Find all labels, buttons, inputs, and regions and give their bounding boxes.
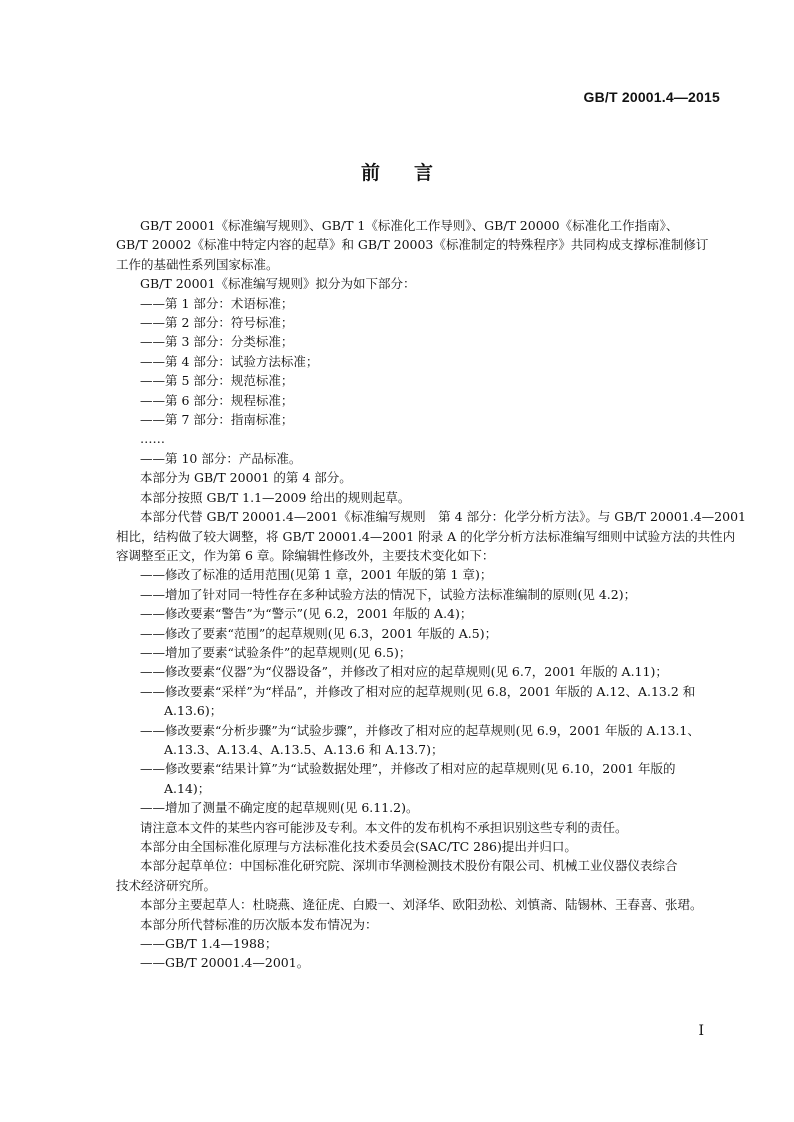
list-item: ——增加了测量不确定度的起草规则(见 6.11.2)。 <box>140 800 419 816</box>
list-item-continuation: A.13.3、A.13.4、A.13.5、A.13.6 和 A.13.7)； <box>164 741 444 757</box>
list-item: ——第 10 部分：产品标准。 <box>140 450 302 466</box>
paragraph-line: 本部分为 GB/T 20001 的第 4 部分。 <box>140 470 352 486</box>
list-item: ——第 4 部分：试验方法标准； <box>140 353 319 369</box>
list-item: ——修改要素“采样”为“样品”，并修改了相对应的起草规则(见 6.8，2001 年版的 A.12、A.13.2 和 <box>140 683 696 699</box>
list-item: ——第 2 部分：符号标准； <box>140 315 294 331</box>
paragraph-line: 本部分主要起草人：杜晓燕、逄征虎、白殿一、刘泽华、欧阳劲松、刘慎斋、陆锡林、王春喜、张珺。 <box>140 897 703 913</box>
list-item-continuation: A.14)； <box>164 780 211 796</box>
list-item: ——第 7 部分：指南标准； <box>140 412 294 428</box>
paragraph-line: 相比，结构做了较大调整，将 GB/T 20001.4—2001 附录 A 的化学分析方法标准编写细则中试验方法的共性内 <box>116 528 736 544</box>
paragraph-line: GB/T 20002《标准中特定内容的起草》和 GB/T 20003《标准制定的特殊程序》共同构成支撑标准制修订 <box>116 237 709 253</box>
paragraph-line: 本部分起草单位：中国标准化研究院、深圳市华测检测技术股份有限公司、机械工业仪器仪表综合 <box>140 858 678 874</box>
list-item: ——修改要素“结果计算”为“试验数据处理”，并修改了相对应的起草规则(见 6.10，2001 年版的 <box>140 761 676 777</box>
paragraph-line: GB/T 20001《标准编写规则》拟分为如下部分： <box>140 276 416 292</box>
paragraph-line: 本部分所代替标准的历次版本发布情况为： <box>140 916 378 932</box>
list-item: ——修改要素“分析步骤”为“试验步骤”，并修改了相对应的起草规则(见 6.9，2001 年版的 A.13.1、 <box>140 722 700 738</box>
paragraph-line: 请注意本文件的某些内容可能涉及专利。本文件的发布机构不承担识别这些专利的责任。 <box>140 819 628 835</box>
paragraph-line: 技术经济研究所。 <box>116 877 217 893</box>
paragraph-line: 本部分代替 GB/T 20001.4—2001《标准编写规则 第 4 部分：化学分析方法》。与 GB/T 20001.4—2001 <box>140 509 746 525</box>
title-char-2: 言 <box>414 162 434 184</box>
paragraph-line: 容调整至正文，作为第 6 章。除编辑性修改外，主要技术变化如下： <box>116 547 495 563</box>
title-char-1: 前 <box>360 162 380 184</box>
ellipsis-line: …… <box>140 431 165 447</box>
list-item: ——第 3 部分：分类标准； <box>140 334 294 350</box>
standard-code: GB/T 20001.4—2015 <box>583 89 720 105</box>
foreword-body <box>116 216 746 973</box>
list-item: ——第 5 部分：规范标准； <box>140 373 294 389</box>
list-item: ——增加了要素“试验条件”的起草规则(见 6.5)； <box>140 644 412 660</box>
list-item: ——增加了针对同一特性存在多种试验方法的情况下，试验方法标准编制的原则(见 4.2)； <box>140 586 637 602</box>
paragraph-line: 本部分由全国标准化原理与方法标准化技术委员会(SAC/TC 286)提出并归口。 <box>140 839 577 854</box>
paragraph-line: 本部分按照 GB/T 1.1—2009 给出的规则起草。 <box>140 489 411 505</box>
list-item: ——修改要素“仪器”为“仪器设备”，并修改了相对应的起草规则(见 6.7，2001 年版的 A.11)； <box>140 664 668 680</box>
paragraph-line: GB/T 20001《标准编写规则》、GB/T 1《标准化工作导则》、GB/T 20000《标准化工作指南》、 <box>140 218 679 233</box>
list-item-continuation: A.13.6)； <box>164 703 223 719</box>
page-number: I <box>698 1023 704 1039</box>
list-item: ——修改了要素“范围”的起草规则(见 6.3，2001 年版的 A.5)； <box>140 625 498 641</box>
list-item: ——第 6 部分：规程标准； <box>140 392 294 408</box>
list-item: ——修改要素“警告”为“警示”(见 6.2，2001 年版的 A.4)； <box>140 606 473 622</box>
list-item: ——修改了标准的适用范围(见第 1 章，2001 年版的第 1 章)； <box>140 567 493 583</box>
page-title <box>0 158 794 185</box>
list-item: ——GB/T 20001.4—2001。 <box>140 955 310 971</box>
paragraph-line: 工作的基础性系列国家标准。 <box>116 256 279 272</box>
list-item: ——GB/T 1.4—1988； <box>140 936 278 952</box>
list-item: ——第 1 部分：术语标准； <box>140 295 294 311</box>
